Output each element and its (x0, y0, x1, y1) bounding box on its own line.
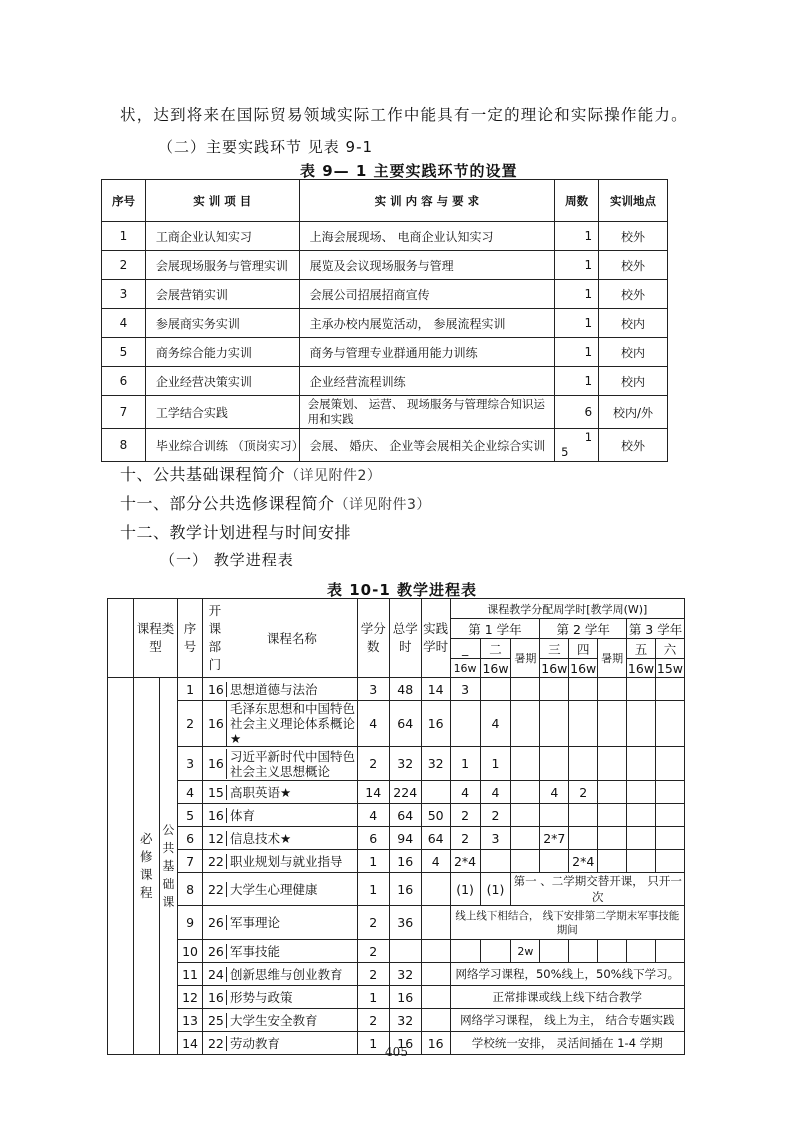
header-credit: 学分数 (357, 599, 389, 678)
header-w2: 16w (480, 659, 511, 678)
weeks-top: 1 (584, 430, 593, 444)
cell-summer2 (598, 850, 627, 873)
cell-no: 9 (178, 906, 203, 940)
group-sub: 公共基础课 (159, 678, 178, 1055)
cell-s1: 2 (450, 804, 480, 827)
cell-practice (421, 963, 450, 986)
cell-s4 (569, 940, 598, 963)
cell-course: 劳动教育 (226, 1036, 280, 1051)
cell-name (202, 1009, 357, 1032)
cell-weeks: 1 (555, 367, 599, 396)
header-practice: 实践学时 (421, 599, 450, 678)
cell-no: 10 (178, 940, 203, 963)
cell-item: 工学结合实践 (145, 396, 299, 429)
cell-s5 (627, 701, 656, 747)
cell-place: 校内 (599, 309, 668, 338)
cell-s1: (1) (450, 873, 480, 906)
cell-s5 (627, 850, 656, 873)
cell-s4 (569, 827, 598, 850)
cell-credit: 4 (357, 804, 389, 827)
cell-no: 5 (102, 338, 146, 367)
cell-practice (421, 906, 450, 940)
cell-dept: 26 (207, 943, 224, 959)
header-place: 实训地点 (599, 180, 668, 222)
cell-s2: 2 (480, 804, 511, 827)
cell-no: 1 (102, 222, 146, 251)
cell-dept: 15 (207, 784, 224, 800)
cell-name (202, 781, 357, 804)
cell-s3: 2*7 (540, 827, 569, 850)
cell-course: 思想道德与法治 (226, 682, 318, 697)
cell-no: 8 (178, 873, 203, 906)
cell-no: 3 (102, 280, 146, 309)
cell-no: 12 (178, 986, 203, 1009)
cell-s3 (540, 747, 569, 781)
page-number: 405 (385, 1045, 408, 1059)
header-w4: 16w (570, 660, 597, 676)
cell-s4: 2 (569, 781, 598, 804)
cell-hours: 16 (389, 986, 421, 1009)
cell-credit: 2 (357, 906, 389, 940)
header-w5: 16w (627, 660, 655, 676)
cell-weeks (555, 429, 599, 462)
intro-paragraph: 状，达到将来在国际贸易领域实际工作中能具有一定的理论和实际操作能力。 (120, 106, 688, 124)
header-no: 序号 (102, 180, 146, 222)
cell-content: 企业经营流程训练 (299, 367, 555, 396)
header-item: 实 训 项 目 (145, 180, 299, 222)
cell-s2: 3 (480, 827, 511, 850)
table-row (102, 222, 668, 251)
header-blank (108, 599, 134, 678)
cell-course: 信息技术★ (226, 831, 291, 846)
cell-no: 1 (178, 678, 203, 701)
cell-dept: 22 (207, 1035, 224, 1051)
cell-summer1: 2w (511, 940, 540, 963)
cell-credit: 3 (357, 678, 389, 701)
cell-hours: 16 (389, 1032, 421, 1055)
header-w1: 16w (450, 659, 480, 678)
cell-s1: 2 (450, 827, 480, 850)
cell-dept: 16 (207, 807, 224, 823)
cell-credit: 1 (357, 986, 389, 1009)
header-w6: 15w (656, 660, 684, 676)
cell-s5 (627, 781, 656, 804)
heading-11 (120, 491, 431, 514)
cell-item: 参展商实务实训 (145, 309, 299, 338)
cell-practice (421, 1009, 450, 1032)
cell-note: 网络学习课程， 线上为主， 结合专题实践 (450, 1009, 684, 1032)
cell-summer1 (511, 678, 540, 701)
cell-practice: 50 (421, 804, 450, 827)
cell-content: 商务与管理专业群通用能力训练 (299, 338, 555, 367)
cell-item: 工商企业认知实习 (145, 222, 299, 251)
cell-course: 体育 (226, 808, 255, 823)
cell-hours: 64 (389, 804, 421, 827)
table-row (108, 940, 685, 963)
cell-dept: 12 (207, 830, 224, 846)
cell-course: 大学生安全教育 (226, 1013, 318, 1028)
cell-summer2 (598, 804, 627, 827)
cell-credit: 2 (357, 963, 389, 986)
table-row (108, 873, 685, 906)
header-content: 实 训 内 容 与 要 求 (299, 180, 555, 222)
cell-no: 5 (178, 804, 203, 827)
table-row (102, 309, 668, 338)
cell-content: 会展公司招展招商宣传 (299, 280, 555, 309)
cell-course: 创新思维与创业教育 (226, 967, 343, 982)
cell-s3 (540, 940, 569, 963)
cell-note: 正常排课或线上线下结合教学 (450, 986, 684, 1009)
cell-s3 (540, 701, 569, 747)
cell-practice: 14 (421, 678, 450, 701)
cell-s2: 1 (480, 747, 511, 781)
cell-name (202, 701, 357, 747)
header-summer1: 暑期 (511, 639, 540, 678)
cell-s3 (540, 850, 569, 873)
cell-content: 会展、 婚庆、 企业等会展相关企业综合实训 (299, 429, 555, 462)
header-course-name (202, 599, 357, 678)
cell-summer1 (511, 747, 540, 781)
cell-dept: 16 (207, 989, 224, 1005)
cell-place: 校外 (599, 222, 668, 251)
cell-s5 (627, 804, 656, 827)
cell-course: 大学生心理健康 (226, 882, 318, 897)
cell-hours: 32 (389, 963, 421, 986)
cell-s2: 4 (480, 781, 511, 804)
cell-s2: 4 (480, 701, 511, 747)
heading-11-note: （详见附件3） (334, 497, 431, 513)
cell-s4 (569, 678, 598, 701)
table-row (108, 986, 685, 1009)
heading-10-note: （详见附件2） (285, 468, 382, 484)
cell-course: 毛泽东思想和中国特色社会主义理论体系概论★ (226, 701, 357, 746)
cell-place: 校内 (599, 338, 668, 367)
group-main: 必修课程 (133, 678, 159, 1055)
header-w3: 16w (541, 660, 568, 676)
cell-summer1 (511, 804, 540, 827)
cell-no: 13 (178, 1009, 203, 1032)
cell-s4 (569, 747, 598, 781)
table-row (108, 747, 685, 781)
table-header-row (108, 599, 685, 619)
cell-note: 网络学习课程，50%线上，50%线下学习。 (450, 963, 684, 986)
cell-course: 习近平新时代中国特色社会主义思想概论 (226, 749, 357, 779)
cell-name (202, 906, 357, 940)
practice-heading: （二）主要实践环节 见表 9-1 (158, 138, 374, 156)
cell-practice (421, 940, 450, 963)
table-row (102, 338, 668, 367)
cell-weeks: 1 (555, 280, 599, 309)
cell-s1 (450, 940, 480, 963)
cell-s6 (655, 850, 684, 873)
cell-no: 4 (178, 781, 203, 804)
progress-subheading: （一） 教学进程表 (160, 551, 294, 569)
table-row (108, 1009, 685, 1032)
cell-no: 14 (178, 1032, 203, 1055)
cell-s6 (655, 827, 684, 850)
heading-12: 十二、教学计划进程与时间安排 (120, 523, 352, 542)
cell-credit: 1 (357, 873, 389, 906)
cell-hours: 64 (389, 701, 421, 747)
cell-dept: 16 (207, 716, 224, 731)
cell-no: 11 (178, 963, 203, 986)
cell-s6 (655, 781, 684, 804)
header-allocation: 课程教学分配周学时[教学周(W)] (450, 599, 684, 619)
cell-s5 (627, 678, 656, 701)
cell-note: 学校统一安排， 灵活间插在 1-4 学期 (450, 1032, 684, 1055)
table-row (102, 429, 668, 462)
cell-s6 (655, 940, 684, 963)
cell-s5 (627, 827, 656, 850)
cell-s6 (655, 678, 684, 701)
cell-name (202, 747, 357, 781)
header-year2: 第 2 学年 (540, 619, 627, 639)
cell-practice (421, 781, 450, 804)
table-row (108, 678, 685, 701)
cell-s3 (540, 678, 569, 701)
cell-hours: 16 (389, 873, 421, 906)
cell-practice: 32 (421, 747, 450, 781)
cell-s3 (540, 804, 569, 827)
cell-weeks: 1 (555, 309, 599, 338)
cell-no: 6 (102, 367, 146, 396)
table-row (102, 396, 668, 429)
cell-s5 (627, 747, 656, 781)
heading-11-text: 十一、部分公共选修课程简介 (120, 494, 335, 513)
cell-course: 形势与政策 (226, 990, 293, 1005)
cell-practice (421, 873, 450, 906)
cell-name (202, 827, 357, 850)
header-sem5: 五 (627, 639, 656, 659)
cell-course: 高职英语★ (226, 785, 291, 800)
cell-s6 (655, 804, 684, 827)
cell-summer1 (511, 781, 540, 804)
cell-s6 (655, 747, 684, 781)
cell-credit: 1 (357, 850, 389, 873)
table-row (102, 367, 668, 396)
cell-hours: 36 (389, 906, 421, 940)
table-row (108, 701, 685, 747)
cell-summer2 (598, 747, 627, 781)
teaching-progress-table (107, 598, 685, 1055)
cell-s1: 2*4 (450, 850, 480, 873)
cell-hours (389, 940, 421, 963)
table91-caption: 表 9— 1 主要实践环节的设置 (300, 162, 518, 180)
cell-credit: 2 (357, 940, 389, 963)
cell-weeks: 1 (555, 251, 599, 280)
table-row (108, 963, 685, 986)
cell-content: 会展策划、 运营、 现场服务与管理综合知识运用和实践 (299, 396, 555, 429)
cell-weeks: 1 (555, 222, 599, 251)
cell-content: 展览及会议现场服务与管理 (299, 251, 555, 280)
cell-s4 (569, 804, 598, 827)
cell-content: 上海会展现场、 电商企业认知实习 (299, 222, 555, 251)
cell-hours: 32 (389, 747, 421, 781)
table-row (108, 804, 685, 827)
cell-hours: 224 (389, 781, 421, 804)
table-row (108, 781, 685, 804)
cell-s4: 2*4 (569, 850, 598, 873)
cell-item: 企业经营决策实训 (145, 367, 299, 396)
cell-no: 7 (102, 396, 146, 429)
cell-content: 主承办校内展览活动， 参展流程实训 (299, 309, 555, 338)
cell-hours: 32 (389, 1009, 421, 1032)
cell-practice (421, 986, 450, 1009)
heading-10 (120, 462, 381, 485)
table-row (108, 827, 685, 850)
cell-place: 校外 (599, 251, 668, 280)
cell-summer1 (511, 850, 540, 873)
header-sem4: 四 (569, 639, 598, 659)
cell-name (202, 804, 357, 827)
cell-practice: 4 (421, 850, 450, 873)
cell-dept: 22 (207, 881, 224, 897)
header-hours: 总学时 (389, 599, 421, 678)
cell-s1: 1 (450, 747, 480, 781)
table-row (102, 280, 668, 309)
cell-practice: 16 (421, 1032, 450, 1055)
header-weeks: 周数 (555, 180, 599, 222)
cell-summer2 (598, 940, 627, 963)
header-sem6: 六 (655, 639, 684, 659)
cell-credit: 6 (357, 827, 389, 850)
heading-10-text: 十、公共基础课程简介 (120, 465, 286, 484)
weeks-bottom: 5 (561, 445, 569, 459)
cell-hours: 48 (389, 678, 421, 701)
cell-practice: 16 (421, 701, 450, 747)
cell-name (202, 986, 357, 1009)
cell-item: 会展营销实训 (145, 280, 299, 309)
cell-summer2 (598, 827, 627, 850)
cell-course: 军事技能 (226, 944, 280, 959)
cell-name (202, 850, 357, 873)
cell-hours: 94 (389, 827, 421, 850)
cell-name (202, 940, 357, 963)
cell-name (202, 678, 357, 701)
cell-s1 (450, 701, 480, 747)
cell-no: 7 (178, 850, 203, 873)
cell-s1: 3 (450, 678, 480, 701)
cell-dept: 16 (207, 681, 224, 697)
cell-hours: 16 (389, 850, 421, 873)
cell-summer1 (511, 701, 540, 747)
cell-dept: 24 (207, 966, 224, 982)
group-blank (108, 678, 134, 1055)
cell-place: 校外 (599, 429, 668, 462)
cell-s5 (627, 940, 656, 963)
cell-weeks: 6 (555, 396, 599, 429)
cell-name (202, 963, 357, 986)
cell-no: 2 (178, 701, 203, 747)
header-dept: 开课部门 (208, 603, 222, 672)
table-row (108, 906, 685, 940)
cell-s2 (480, 850, 511, 873)
table-row (108, 850, 685, 873)
table-row (102, 251, 668, 280)
header-course-type: 课程类型 (133, 599, 177, 678)
cell-note: 第一 、二学期交替开课， 只开一次 (511, 873, 685, 906)
practice-table (101, 179, 668, 462)
cell-credit: 2 (357, 747, 389, 781)
cell-s2: (1) (480, 873, 511, 906)
cell-credit: 2 (357, 1009, 389, 1032)
cell-no: 4 (102, 309, 146, 338)
cell-s3: 4 (540, 781, 569, 804)
header-sem2: 二 (480, 639, 511, 659)
cell-credit: 1 (357, 1032, 389, 1055)
cell-item: 毕业综合训练 （顶岗实习） (145, 429, 299, 462)
cell-s1: 4 (450, 781, 480, 804)
cell-s4 (569, 701, 598, 747)
cell-no: 8 (102, 429, 146, 462)
cell-s6 (655, 701, 684, 747)
cell-practice: 64 (421, 827, 450, 850)
header-year1: 第 1 学年 (450, 619, 540, 639)
cell-credit: 4 (357, 701, 389, 747)
header-sem3: 三 (540, 639, 569, 659)
cell-weeks: 1 (555, 338, 599, 367)
cell-item: 商务综合能力实训 (145, 338, 299, 367)
cell-s2 (480, 678, 511, 701)
cell-summer2 (598, 678, 627, 701)
cell-summer2 (598, 701, 627, 747)
cell-course: 军事理论 (226, 915, 280, 930)
cell-s2 (480, 940, 511, 963)
cell-name (202, 873, 357, 906)
cell-item: 会展现场服务与管理实训 (145, 251, 299, 280)
cell-note: 线上线下相结合， 线下安排第二学期末军事技能期间 (450, 906, 684, 940)
cell-place: 校内/外 (599, 396, 668, 429)
header-summer2: 暑期 (598, 639, 627, 678)
cell-dept: 22 (207, 853, 224, 869)
cell-dept: 16 (207, 756, 224, 771)
cell-no: 2 (102, 251, 146, 280)
header-no: 序号 (178, 599, 203, 678)
table101-caption: 表 10-1 教学进程表 (327, 581, 477, 599)
cell-summer1 (511, 827, 540, 850)
cell-no: 6 (178, 827, 203, 850)
cell-credit: 14 (357, 781, 389, 804)
cell-place: 校内 (599, 367, 668, 396)
cell-no: 3 (178, 747, 203, 781)
table-header-row (102, 180, 668, 222)
cell-dept: 25 (207, 1012, 224, 1028)
cell-place: 校外 (599, 280, 668, 309)
cell-course: 职业规划与就业指导 (226, 854, 343, 869)
cell-summer2 (598, 781, 627, 804)
cell-dept: 26 (207, 915, 224, 930)
header-name: 课程名称 (266, 631, 317, 646)
header-sem1: _ (450, 639, 480, 659)
header-year3: 第 3 学年 (627, 619, 685, 639)
